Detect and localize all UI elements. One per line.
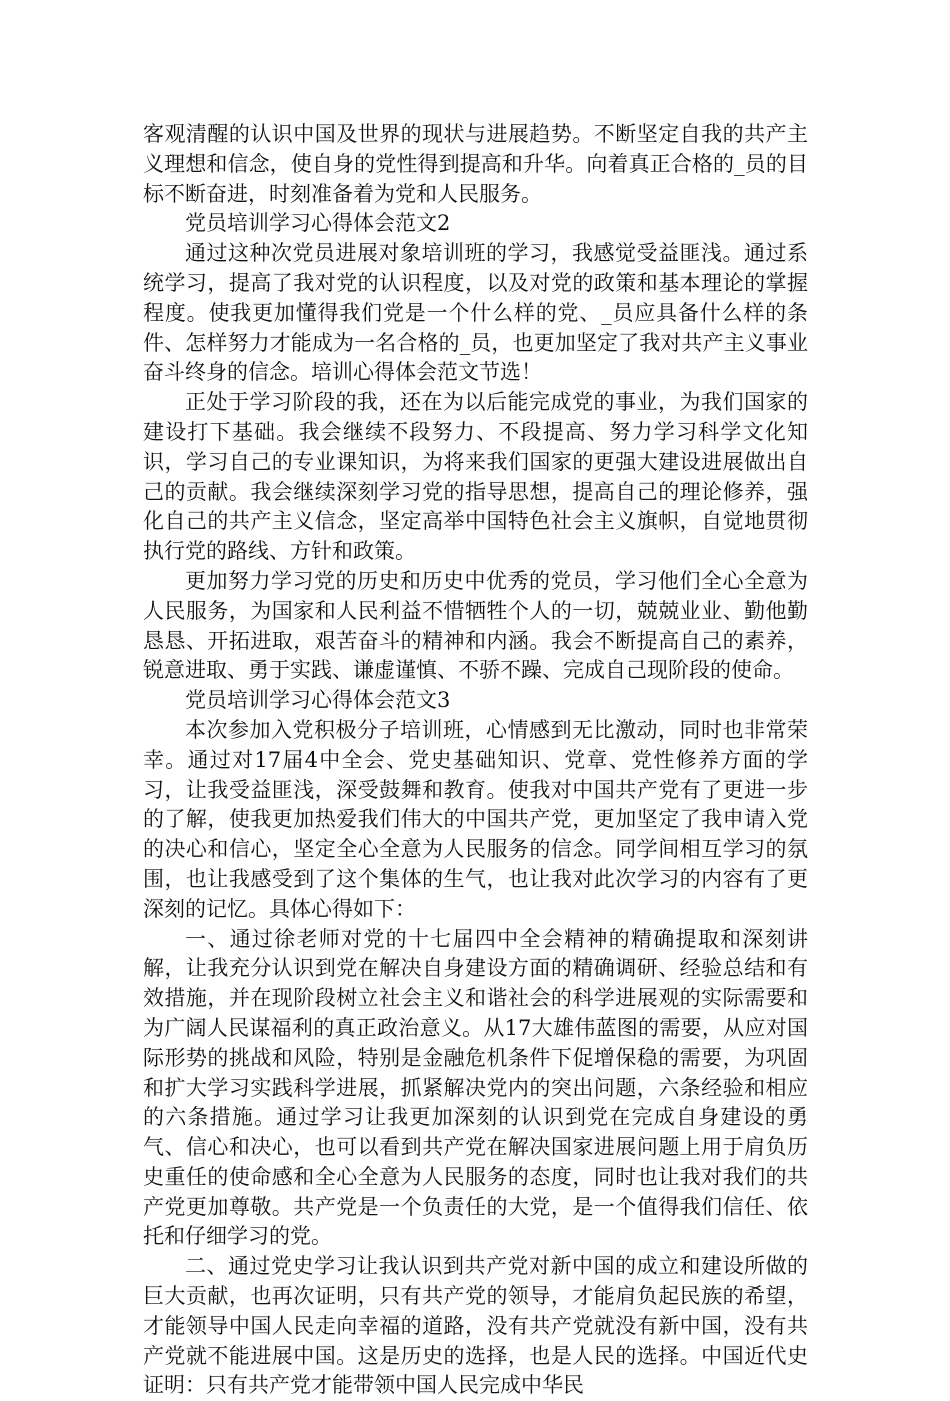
paragraph: 一、通过徐老师对党的十七届四中全会精神的精确提取和深刻讲解，让我充分认识到党在解决自身建设方面的精确调研、经验总结和有效措施，并在现阶段树立社会主义和谐社会的科学进展观的实际需要和为广阔人民谋福利的真正政治意义。从17大雄伟蓝图的需要，从应对国际形势的挑战和风险，特别是金融危机条件下促增保稳的需要，为巩固和扩大学习实践科学进展，抓紧解决党内的突出问题，六条经验和相应的六条措施。通过学习让我更加深刻的认识到党在完成自身建设的勇气、信心和决心，也可以看到共产党在解决国家进展问题上用于肩负历史重任的使命感和全心全意为人民服务的态度，同时也让我对我们的共产党更加尊敬。共产党是一个负责任的大党，是一个值得我们信任、依托和仔细学习的党。 <box>143 926 808 1249</box>
paragraph-continuation: 客观清醒的认识中国及世界的现状与进展趋势。不断坚定自我的共产主义理想和信念，使自身的党性得到提高和升华。向着真正合格的_员的目标不断奋进，时刻准备着为党和人民服务。 <box>143 122 808 206</box>
section-heading-3: 党员培训学习心得体会范文3 <box>185 688 451 713</box>
section-heading-2: 党员培训学习心得体会范文2 <box>185 211 451 236</box>
paragraph: 二、通过党史学习让我认识到共产党对新中国的成立和建设所做的巨大贡献，也再次证明，只有共产党的领导，才能肩负起民族的希望，才能领导中国人民走向幸福的道路，没有共产党就没有新中国，没有共产党就不能进展中国。这是历史的选择，也是人民的选择。中国近代史证明：只有共产党才能带领中国人民完成中华民 <box>143 1254 808 1398</box>
paragraph: 本次参加入党积极分子培训班，心情感到无比激动，同时也非常荣幸。通过对17届4中全会、党史基础知识、党章、党性修养方面的学习，让我受益匪浅，深受鼓舞和教育。使我对中国共产党有了更进一步的了解，使我更加热爱我们伟大的中国共产党，更加坚定了我申请入党的决心和信心，坚定全心全意为人民服务的信念。同学间相互学习的氛围，也让我感受到了这个集体的生气，也让我对此次学习的内容有了更深刻的记忆。具体心得如下： <box>143 717 808 921</box>
paragraph: 通过这种次党员进展对象培训班的学习，我感觉受益匪浅。通过系统学习，提高了我对党的认识程度，以及对党的政策和基本理论的掌握程度。使我更加懂得我们党是一个什么样的党、_员应具备什么样的条件、怎样努力才能成为一名合格的_员，也更加坚定了我对共产主义事业奋斗终身的信念。培训心得体会范文节选！ <box>143 241 808 385</box>
document-body <box>143 120 808 1401</box>
paragraph: 更加努力学习党的历史和历史中优秀的党员，学习他们全心全意为人民服务，为国家和人民利益不惜牺牲个人的一切，兢兢业业、勤他勤恳恳、开拓进取，艰苦奋斗的精神和内涵。我会不断提高自己的素养，锐意进取、勇于实践、谦虚谨慎、不骄不躁、完成自己现阶段的使命。 <box>143 568 808 683</box>
paragraph: 正处于学习阶段的我，还在为以后能完成党的事业，为我们国家的建设打下基础。我会继续不段努力、不段提高、努力学习科学文化知识，学习自己的专业课知识，为将来我们国家的更强大建设进展做出自己的贡献。我会继续深刻学习党的指导思想，提高自己的理论修养，强化自己的共产主义信念，坚定高举中国特色社会主义旗帜，自觉地贯彻执行党的路线、方针和政策。 <box>143 390 808 564</box>
